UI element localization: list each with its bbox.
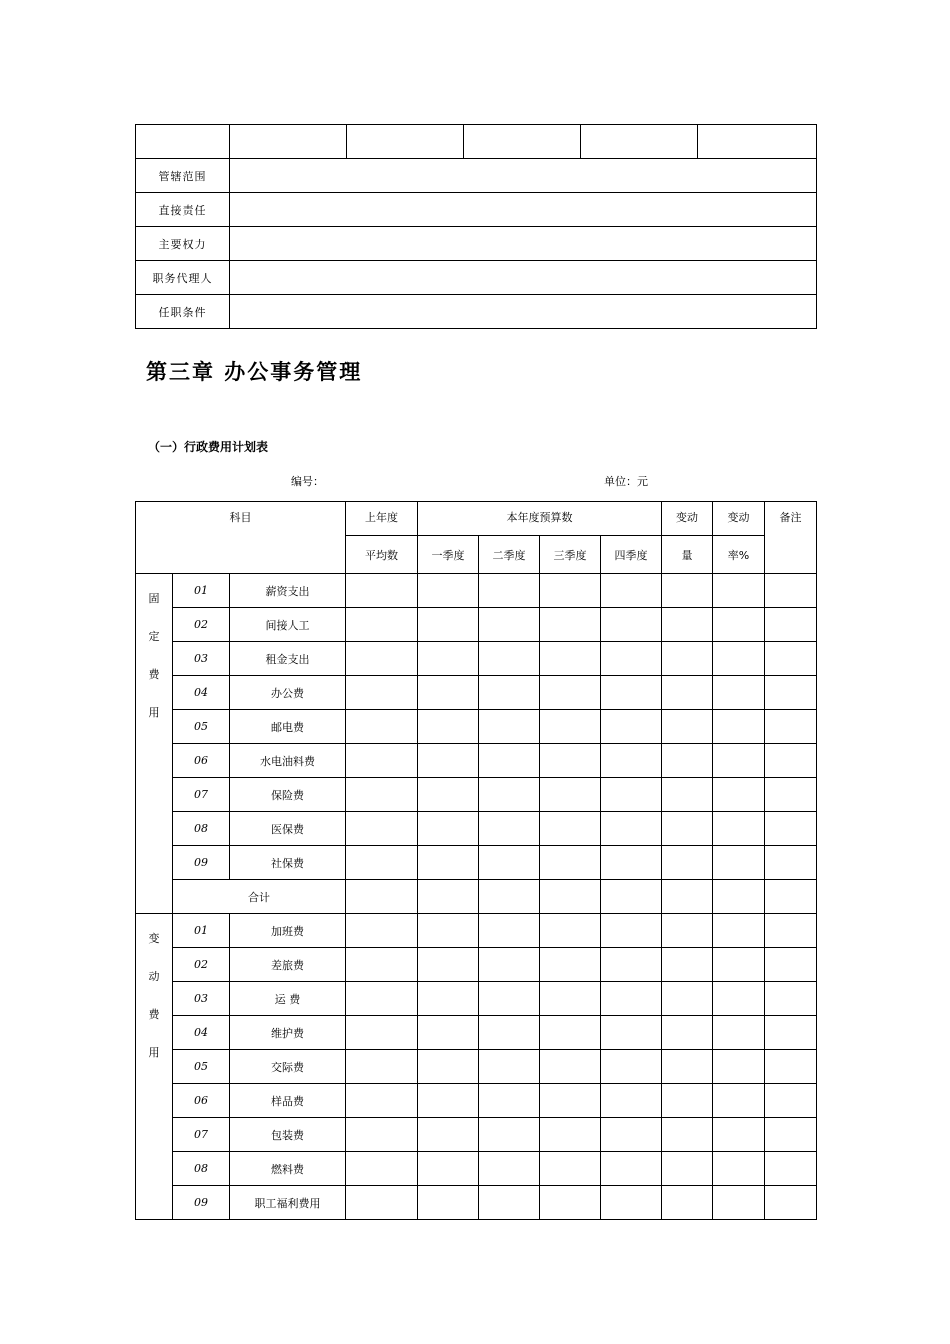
budget-input-cell[interactable] <box>765 778 817 812</box>
subtotal-label: 合计 <box>173 880 346 914</box>
budget-input-cell[interactable] <box>479 1084 540 1118</box>
item-name: 运 费 <box>230 982 346 1016</box>
budget-input-cell[interactable] <box>346 982 418 1016</box>
budget-input-cell[interactable] <box>418 948 479 982</box>
budget-input-cell[interactable] <box>713 1084 765 1118</box>
table-row <box>136 1186 817 1220</box>
budget-input-cell[interactable] <box>418 608 479 642</box>
table-cell[interactable] <box>230 261 817 295</box>
budget-input-cell[interactable] <box>540 948 601 982</box>
budget-input-cell[interactable] <box>601 846 662 880</box>
item-name: 办公费 <box>230 676 346 710</box>
budget-input-cell[interactable] <box>479 676 540 710</box>
budget-input-cell[interactable] <box>662 778 713 812</box>
budget-input-cell[interactable] <box>346 710 418 744</box>
budget-input-cell[interactable] <box>540 812 601 846</box>
header-prev-year: 上年度 <box>346 502 418 536</box>
budget-input-cell[interactable] <box>418 1186 479 1220</box>
table-cell[interactable] <box>136 125 230 159</box>
budget-input-cell[interactable] <box>765 1016 817 1050</box>
item-name: 交际费 <box>230 1050 346 1084</box>
budget-input-cell[interactable] <box>601 880 662 914</box>
item-name: 维护费 <box>230 1016 346 1050</box>
budget-input-cell[interactable] <box>540 982 601 1016</box>
header-subject: 科目 <box>136 502 346 574</box>
budget-input-cell[interactable] <box>346 914 418 948</box>
budget-input-cell[interactable] <box>713 1016 765 1050</box>
item-name: 社保费 <box>230 846 346 880</box>
budget-input-cell[interactable] <box>662 880 713 914</box>
table-row <box>136 1118 817 1152</box>
item-name: 间接人工 <box>230 608 346 642</box>
table-row <box>136 744 817 778</box>
table-row <box>136 261 817 295</box>
table-row <box>136 676 817 710</box>
budget-input-cell[interactable] <box>540 642 601 676</box>
header-row <box>136 502 817 536</box>
item-code: 08 <box>173 1152 230 1186</box>
budget-input-cell[interactable] <box>479 1050 540 1084</box>
budget-input-cell[interactable] <box>418 914 479 948</box>
item-code: 09 <box>173 846 230 880</box>
budget-input-cell[interactable] <box>346 1016 418 1050</box>
table-row <box>136 982 817 1016</box>
budget-input-cell[interactable] <box>540 1118 601 1152</box>
budget-input-cell[interactable] <box>713 948 765 982</box>
budget-input-cell[interactable] <box>418 812 479 846</box>
budget-input-cell[interactable] <box>479 982 540 1016</box>
budget-input-cell[interactable] <box>540 744 601 778</box>
budget-input-cell[interactable] <box>765 676 817 710</box>
item-name: 水电油料费 <box>230 744 346 778</box>
budget-input-cell[interactable] <box>765 846 817 880</box>
header-q2: 二季度 <box>479 536 540 574</box>
table-row <box>136 846 817 880</box>
budget-input-cell[interactable] <box>713 574 765 608</box>
budget-input-cell[interactable] <box>765 948 817 982</box>
budget-input-cell[interactable] <box>601 642 662 676</box>
subtotal-row <box>136 880 817 914</box>
row-label-responsibility: 直接责任 <box>136 193 230 227</box>
budget-input-cell[interactable] <box>662 1050 713 1084</box>
table-row <box>136 778 817 812</box>
table-row <box>136 1152 817 1186</box>
item-code: 05 <box>173 710 230 744</box>
budget-input-cell[interactable] <box>479 744 540 778</box>
budget-input-cell[interactable] <box>662 1186 713 1220</box>
item-code: 04 <box>173 1016 230 1050</box>
budget-input-cell[interactable] <box>346 574 418 608</box>
budget-input-cell[interactable] <box>540 1084 601 1118</box>
number-label: 编号： <box>291 475 324 488</box>
item-code: 01 <box>173 914 230 948</box>
table-cell[interactable] <box>464 125 581 159</box>
budget-input-cell[interactable] <box>346 1118 418 1152</box>
budget-input-cell[interactable] <box>346 812 418 846</box>
budget-input-cell[interactable] <box>601 1050 662 1084</box>
budget-input-cell[interactable] <box>601 982 662 1016</box>
budget-input-cell[interactable] <box>662 982 713 1016</box>
budget-input-cell[interactable] <box>540 1016 601 1050</box>
budget-input-cell[interactable] <box>418 778 479 812</box>
budget-input-cell[interactable] <box>713 914 765 948</box>
budget-input-cell[interactable] <box>418 744 479 778</box>
budget-input-cell[interactable] <box>765 608 817 642</box>
budget-input-cell[interactable] <box>479 1118 540 1152</box>
header-q1: 一季度 <box>418 536 479 574</box>
budget-input-cell[interactable] <box>479 1016 540 1050</box>
budget-input-cell[interactable] <box>418 642 479 676</box>
budget-input-cell[interactable] <box>662 948 713 982</box>
budget-input-cell[interactable] <box>713 812 765 846</box>
item-code: 06 <box>173 744 230 778</box>
header-change-amount: 变动 <box>662 502 713 536</box>
budget-input-cell[interactable] <box>765 642 817 676</box>
category-char: 定 <box>148 630 160 643</box>
budget-input-cell[interactable] <box>662 812 713 846</box>
table-cell[interactable] <box>581 125 698 159</box>
budget-input-cell[interactable] <box>418 1050 479 1084</box>
row-label-deputy: 职务代理人 <box>136 261 230 295</box>
category-char: 费 <box>148 1008 160 1021</box>
table-row <box>136 193 817 227</box>
category-char: 费 <box>148 668 160 681</box>
budget-input-cell[interactable] <box>346 744 418 778</box>
budget-input-cell[interactable] <box>662 676 713 710</box>
chapter-title: 第三章 办公事务管理 <box>146 360 363 384</box>
budget-input-cell[interactable] <box>346 608 418 642</box>
budget-input-cell[interactable] <box>346 1050 418 1084</box>
item-code: 08 <box>173 812 230 846</box>
budget-input-cell[interactable] <box>479 608 540 642</box>
budget-input-cell[interactable] <box>662 1016 713 1050</box>
budget-input-cell[interactable] <box>713 982 765 1016</box>
table-row <box>136 710 817 744</box>
budget-input-cell[interactable] <box>601 608 662 642</box>
budget-input-cell[interactable] <box>601 744 662 778</box>
budget-input-cell[interactable] <box>601 574 662 608</box>
item-name: 保险费 <box>230 778 346 812</box>
budget-input-cell[interactable] <box>346 880 418 914</box>
budget-input-cell[interactable] <box>765 1186 817 1220</box>
header-q3: 三季度 <box>540 536 601 574</box>
budget-input-cell[interactable] <box>540 710 601 744</box>
budget-input-cell[interactable] <box>713 778 765 812</box>
budget-input-cell[interactable] <box>540 1050 601 1084</box>
budget-input-cell[interactable] <box>765 1084 817 1118</box>
budget-input-cell[interactable] <box>479 1186 540 1220</box>
table-cell[interactable] <box>230 193 817 227</box>
budget-input-cell[interactable] <box>540 1152 601 1186</box>
budget-input-cell[interactable] <box>346 846 418 880</box>
budget-input-cell[interactable] <box>418 676 479 710</box>
header-change-rate-unit: 率% <box>713 536 765 574</box>
table-cell[interactable] <box>230 159 817 193</box>
budget-input-cell[interactable] <box>418 710 479 744</box>
variable-expense-category <box>136 914 173 1220</box>
budget-input-cell[interactable] <box>601 1118 662 1152</box>
budget-input-cell[interactable] <box>418 880 479 914</box>
item-name: 邮电费 <box>230 710 346 744</box>
budget-input-cell[interactable] <box>346 948 418 982</box>
item-name: 加班费 <box>230 914 346 948</box>
budget-input-cell[interactable] <box>765 914 817 948</box>
item-code: 02 <box>173 608 230 642</box>
item-code: 07 <box>173 778 230 812</box>
budget-input-cell[interactable] <box>713 1152 765 1186</box>
budget-input-cell[interactable] <box>540 846 601 880</box>
budget-input-cell[interactable] <box>479 948 540 982</box>
row-label-scope: 管辖范围 <box>136 159 230 193</box>
item-code: 06 <box>173 1084 230 1118</box>
table-row <box>136 948 817 982</box>
budget-input-cell[interactable] <box>713 1118 765 1152</box>
budget-input-cell[interactable] <box>540 676 601 710</box>
item-code: 03 <box>173 642 230 676</box>
budget-input-cell[interactable] <box>601 1084 662 1118</box>
budget-input-cell[interactable] <box>765 1152 817 1186</box>
table-row <box>136 125 817 159</box>
budget-input-cell[interactable] <box>713 846 765 880</box>
item-name: 租金支出 <box>230 642 346 676</box>
budget-input-cell[interactable] <box>418 1084 479 1118</box>
table-row <box>136 642 817 676</box>
table-row <box>136 574 817 608</box>
item-name: 包装费 <box>230 1118 346 1152</box>
item-code: 04 <box>173 676 230 710</box>
unit-label: 单位：元 <box>604 475 648 488</box>
budget-input-cell[interactable] <box>601 1152 662 1186</box>
budget-input-cell[interactable] <box>662 1118 713 1152</box>
budget-input-cell[interactable] <box>662 710 713 744</box>
budget-input-cell[interactable] <box>601 676 662 710</box>
budget-input-cell[interactable] <box>662 608 713 642</box>
budget-input-cell[interactable] <box>479 574 540 608</box>
budget-input-cell[interactable] <box>346 676 418 710</box>
budget-input-cell[interactable] <box>662 846 713 880</box>
section-title: （一）行政费用计划表 <box>148 440 269 454</box>
budget-input-cell[interactable] <box>540 880 601 914</box>
table-row <box>136 608 817 642</box>
budget-input-cell[interactable] <box>479 642 540 676</box>
table-row <box>136 914 817 948</box>
budget-input-cell[interactable] <box>418 846 479 880</box>
budget-input-cell[interactable] <box>479 778 540 812</box>
table-cell[interactable] <box>230 227 817 261</box>
budget-input-cell[interactable] <box>601 1016 662 1050</box>
category-char: 变 <box>148 932 160 945</box>
admin-expense-plan-table <box>135 501 817 1220</box>
budget-input-cell[interactable] <box>479 1152 540 1186</box>
header-budget: 本年度预算数 <box>418 502 662 536</box>
item-name: 职工福利费用 <box>230 1186 346 1220</box>
budget-input-cell[interactable] <box>418 1016 479 1050</box>
table-row <box>136 1050 817 1084</box>
budget-input-cell[interactable] <box>713 710 765 744</box>
budget-input-cell[interactable] <box>540 914 601 948</box>
header-remarks: 备注 <box>765 502 817 574</box>
item-code: 05 <box>173 1050 230 1084</box>
budget-input-cell[interactable] <box>418 982 479 1016</box>
table-cell[interactable] <box>230 295 817 329</box>
table-cell[interactable] <box>698 125 817 159</box>
category-char: 用 <box>148 706 160 719</box>
budget-input-cell[interactable] <box>662 1084 713 1118</box>
budget-input-cell[interactable] <box>479 846 540 880</box>
budget-input-cell[interactable] <box>418 574 479 608</box>
budget-input-cell[interactable] <box>479 880 540 914</box>
budget-input-cell[interactable] <box>540 608 601 642</box>
item-name: 样品费 <box>230 1084 346 1118</box>
budget-input-cell[interactable] <box>601 914 662 948</box>
budget-input-cell[interactable] <box>713 880 765 914</box>
budget-input-cell[interactable] <box>713 744 765 778</box>
budget-input-cell[interactable] <box>601 948 662 982</box>
budget-input-cell[interactable] <box>765 880 817 914</box>
budget-input-cell[interactable] <box>765 1050 817 1084</box>
job-description-table <box>135 124 817 329</box>
table-row <box>136 295 817 329</box>
budget-input-cell[interactable] <box>479 914 540 948</box>
budget-input-cell[interactable] <box>713 608 765 642</box>
budget-input-cell[interactable] <box>418 1152 479 1186</box>
table-cell[interactable] <box>230 125 347 159</box>
item-code: 01 <box>173 574 230 608</box>
budget-input-cell[interactable] <box>601 778 662 812</box>
budget-input-cell[interactable] <box>601 812 662 846</box>
table-row <box>136 227 817 261</box>
budget-input-cell[interactable] <box>765 574 817 608</box>
header-change-amount-unit: 量 <box>662 536 713 574</box>
budget-input-cell[interactable] <box>346 1186 418 1220</box>
item-code: 09 <box>173 1186 230 1220</box>
budget-input-cell[interactable] <box>479 812 540 846</box>
budget-input-cell[interactable] <box>346 778 418 812</box>
table-row <box>136 159 817 193</box>
budget-input-cell[interactable] <box>765 1118 817 1152</box>
budget-input-cell[interactable] <box>540 574 601 608</box>
table-row <box>136 812 817 846</box>
budget-input-cell[interactable] <box>662 914 713 948</box>
budget-input-cell[interactable] <box>713 1050 765 1084</box>
item-name: 燃料费 <box>230 1152 346 1186</box>
budget-input-cell[interactable] <box>346 642 418 676</box>
item-name: 医保费 <box>230 812 346 846</box>
item-name: 薪资支出 <box>230 574 346 608</box>
budget-input-cell[interactable] <box>713 1186 765 1220</box>
budget-input-cell[interactable] <box>662 642 713 676</box>
budget-input-cell[interactable] <box>346 1152 418 1186</box>
budget-input-cell[interactable] <box>346 1084 418 1118</box>
table-row <box>136 1016 817 1050</box>
budget-input-cell[interactable] <box>662 744 713 778</box>
row-label-authority: 主要权力 <box>136 227 230 261</box>
header-change-rate: 变动 <box>713 502 765 536</box>
budget-input-cell[interactable] <box>765 812 817 846</box>
header-q4: 四季度 <box>601 536 662 574</box>
budget-input-cell[interactable] <box>765 710 817 744</box>
budget-input-cell[interactable] <box>765 982 817 1016</box>
table-cell[interactable] <box>347 125 464 159</box>
category-char: 用 <box>148 1046 160 1059</box>
item-code: 03 <box>173 982 230 1016</box>
item-code: 07 <box>173 1118 230 1152</box>
budget-input-cell[interactable] <box>418 1118 479 1152</box>
item-name: 差旅费 <box>230 948 346 982</box>
fixed-expense-category <box>136 574 173 914</box>
budget-input-cell[interactable] <box>601 710 662 744</box>
category-char: 动 <box>148 970 160 983</box>
budget-input-cell[interactable] <box>662 1152 713 1186</box>
budget-input-cell[interactable] <box>713 642 765 676</box>
item-code: 02 <box>173 948 230 982</box>
table-row <box>136 1084 817 1118</box>
budget-input-cell[interactable] <box>765 744 817 778</box>
budget-input-cell[interactable] <box>713 676 765 710</box>
row-label-qualifications: 任职条件 <box>136 295 230 329</box>
budget-input-cell[interactable] <box>540 1186 601 1220</box>
budget-input-cell[interactable] <box>601 1186 662 1220</box>
budget-input-cell[interactable] <box>479 710 540 744</box>
budget-input-cell[interactable] <box>540 778 601 812</box>
category-char: 固 <box>148 592 160 605</box>
budget-input-cell[interactable] <box>662 574 713 608</box>
header-prev-year-avg: 平均数 <box>346 536 418 574</box>
